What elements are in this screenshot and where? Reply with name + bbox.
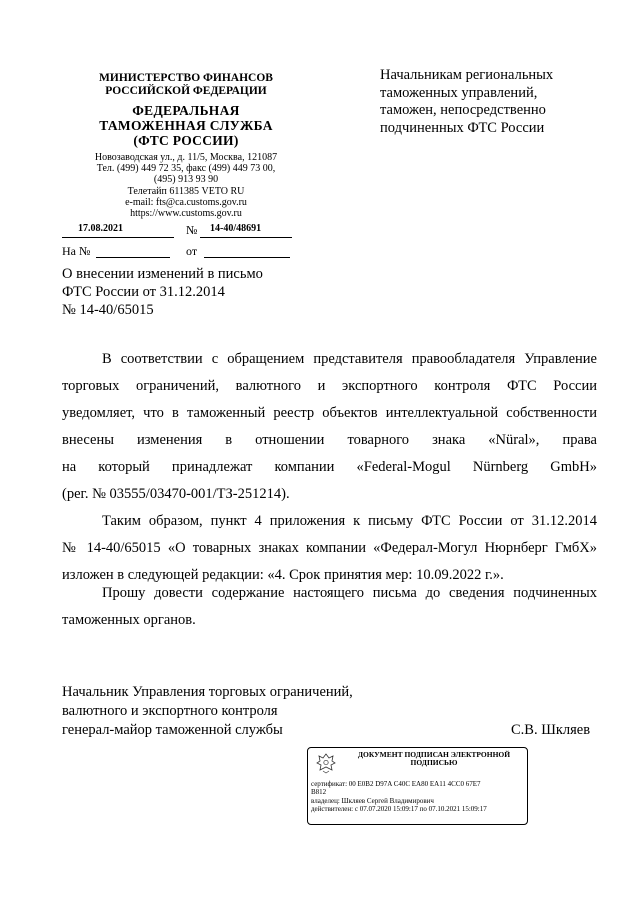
body-paragraph-3 — [62, 580, 597, 634]
position-line: генерал-майор таможенной службы — [62, 721, 283, 738]
stamp-title — [342, 751, 526, 768]
ref-no-label: На № — [62, 244, 91, 258]
signatory-position — [62, 683, 353, 740]
service-line: ФЕДЕРАЛЬНАЯ — [132, 103, 240, 118]
addressee-line: таможенных управлений, — [380, 84, 538, 101]
body-line: изложен в следующей редакции: «4. Срок принятия мер: 10.09.2022 г.». — [62, 567, 504, 583]
reg-no-label: № — [186, 223, 198, 237]
addressee-line: Начальникам региональных — [380, 67, 554, 83]
subject-line: О внесении изменений в письмо — [62, 266, 263, 282]
email-line: e-mail: fts@ca.customs.gov.ru — [125, 196, 247, 208]
addressee — [380, 67, 620, 138]
contact-block — [52, 152, 320, 219]
ref-from-underline — [204, 257, 290, 258]
certificate-line: B812 — [311, 788, 327, 797]
phone-line: (495) 913 93 90 — [153, 174, 219, 186]
body-line: торговых ограничений, валютного и экспортного контроля ФТС России — [62, 378, 597, 394]
e-signature-stamp — [307, 747, 528, 825]
ref-from-label: от — [186, 244, 198, 258]
body-line: (рег. № 03555/03470-001/ТЗ-251214). — [62, 486, 290, 502]
coat-of-arms-icon — [314, 752, 338, 774]
reg-number-underline — [200, 237, 292, 238]
body-line: внесены изменения в отношении товарного знака «Nüral», права — [62, 432, 597, 448]
ministry-line: РОССИЙСКОЙ ФЕДЕРАЦИИ — [105, 84, 267, 97]
reg-number: 14-40/48691 — [210, 223, 262, 234]
subject — [62, 265, 342, 319]
subject-line: № 14-40/65015 — [62, 302, 154, 319]
body-paragraph-1 — [62, 346, 597, 508]
position-line: Начальник Управления торговых ограничений, — [62, 684, 353, 700]
subject-line: ФТС России от 31.12.2014 — [62, 284, 225, 301]
reg-date: 17.08.2021 — [78, 223, 123, 234]
teletype-line: Телетайп 611385 VETO RU — [127, 185, 245, 197]
stamp-title-line: ПОДПИСЬЮ — [410, 758, 458, 768]
service-line: (ФТС РОССИИ) — [133, 132, 239, 148]
body-paragraph-2 — [62, 508, 597, 589]
validity-line: действителен: с 07.07.2020 15:09:17 по 07.10.2021 15:09:17 — [311, 805, 487, 814]
certificate-line: сертификат: 00 E0B2 D97A C40C EA80 EA11 4CC0 67E7 — [311, 780, 481, 788]
address-line: Новозаводская ул., д. 11/5, Москва, 121087 — [94, 152, 278, 163]
service-name — [52, 104, 320, 149]
signatory-name: С.В. Шкляев — [511, 722, 591, 738]
phone-line: Тел. (499) 449 72 35, факс (499) 449 73 00, — [96, 163, 276, 175]
body-line: таможенных органов. — [62, 612, 196, 628]
stamp-title-line: ДОКУМЕНТ ПОДПИСАН ЭЛЕКТРОННОЙ — [357, 750, 511, 759]
addressee-line: таможен, непосредственно — [380, 102, 546, 119]
body-line: Таким образом, пункт 4 приложения к письму ФТС России от 31.12.2014 — [102, 513, 597, 529]
ref-no-underline — [96, 257, 170, 258]
reg-date-underline — [62, 237, 174, 238]
body-line: уведомляет, что в таможенный реестр объектов интеллектуальной собственности — [62, 405, 597, 421]
owner-line: владелец: Шкляев Сергей Владимирович — [311, 796, 434, 805]
body-line: В соответствии с обращением представителя правообладателя Управление — [102, 351, 597, 367]
service-line: ТАМОЖЕННАЯ СЛУЖБА — [99, 117, 273, 133]
ministry-name — [52, 72, 320, 97]
stamp-details — [311, 780, 525, 814]
ministry-line: МИНИСТЕРСТВО ФИНАНСОВ — [99, 72, 273, 84]
website-line: https://www.customs.gov.ru — [130, 207, 242, 219]
body-line: на который принадлежат компании «Federal-Mogul Nürnberg GmbH» — [62, 459, 597, 475]
body-line: Прошу довести содержание настоящего письма до сведения подчиненных — [102, 585, 597, 601]
position-line: валютного и экспортного контроля — [62, 702, 278, 719]
body-line: № 14-40/65015 «О товарных знаках компании «Федерал-Могул Нюрнберг ГмбХ» — [62, 540, 597, 556]
addressee-line: подчиненных ФТС России — [380, 120, 545, 137]
